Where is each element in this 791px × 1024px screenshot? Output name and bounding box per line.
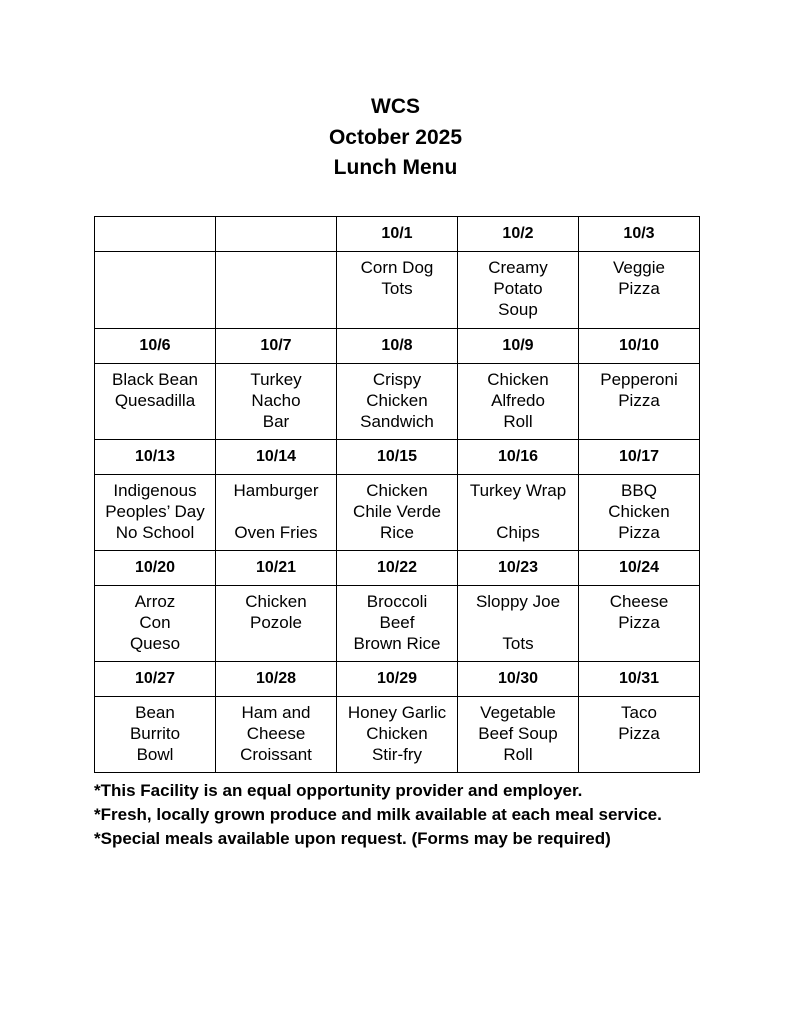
meal-line: Cheese — [246, 723, 306, 743]
meal-line: Pizza — [618, 522, 660, 542]
date-cell: 10/9 — [458, 329, 579, 364]
date-cell — [216, 217, 337, 252]
meal-cell — [579, 364, 700, 440]
meal-line: Chile Verde — [353, 501, 441, 521]
meal-cell — [95, 364, 216, 440]
date-cell: 10/23 — [458, 551, 579, 586]
meal-line: Oven Fries — [234, 522, 318, 542]
meal-line — [216, 502, 336, 523]
meal-line: Stir-fry — [371, 744, 423, 764]
meal-cell — [337, 475, 458, 551]
meal-line: Pizza — [618, 612, 660, 632]
meal-line: Black Bean — [112, 370, 198, 389]
meal-line: Chicken — [366, 390, 428, 410]
meal-line: Pizza — [618, 390, 660, 410]
date-cell: 10/2 — [458, 217, 579, 252]
meal-line: Bowl — [136, 744, 174, 764]
date-cell: 10/13 — [95, 440, 216, 475]
meal-line: Pizza — [618, 723, 660, 743]
meal-cell — [337, 364, 458, 440]
date-cell: 10/29 — [337, 662, 458, 697]
meal-row — [95, 475, 700, 551]
meal-line: BBQ — [621, 481, 657, 500]
meal-line: Quesadilla — [114, 390, 196, 410]
date-row — [95, 440, 700, 475]
meal-cell — [216, 586, 337, 662]
date-cell: 10/27 — [95, 662, 216, 697]
meal-line: Vegetable — [480, 703, 556, 722]
date-row — [95, 329, 700, 364]
date-row — [95, 217, 700, 252]
meal-cell — [579, 586, 700, 662]
meal-line: Turkey Wrap — [469, 481, 567, 500]
meal-line: Arroz — [134, 592, 176, 611]
menu-title — [0, 92, 791, 184]
meal-cell — [216, 364, 337, 440]
meal-cell — [458, 475, 579, 551]
meal-line: Taco — [621, 703, 657, 722]
meal-line: Veggie — [613, 258, 665, 277]
date-cell: 10/16 — [458, 440, 579, 475]
meal-line: Sandwich — [360, 411, 434, 431]
meal-cell — [216, 475, 337, 551]
meal-cell — [216, 697, 337, 773]
lunch-menu-table — [94, 216, 700, 773]
date-cell: 10/28 — [216, 662, 337, 697]
meal-cell — [337, 252, 458, 329]
date-cell: 10/6 — [95, 329, 216, 364]
meal-line: Chicken — [366, 723, 428, 743]
meal-row — [95, 697, 700, 773]
meal-line: Turkey — [250, 370, 302, 389]
meal-line: Sloppy Joe — [475, 592, 561, 611]
meal-line: Soup — [498, 299, 538, 319]
meal-cell — [458, 252, 579, 329]
date-cell: 10/30 — [458, 662, 579, 697]
meal-cell — [458, 586, 579, 662]
date-cell: 10/10 — [579, 329, 700, 364]
meal-line: Queso — [129, 633, 181, 653]
meal-line: No School — [115, 522, 195, 542]
meal-row — [95, 586, 700, 662]
date-cell: 10/3 — [579, 217, 700, 252]
meal-line: Chicken — [366, 481, 428, 500]
date-cell: 10/20 — [95, 551, 216, 586]
meal-cell — [337, 586, 458, 662]
meal-line: Beef — [379, 612, 415, 632]
meal-line: Pepperoni — [600, 370, 678, 389]
footnote: *This Facility is an equal opportunity provider and employer. — [94, 781, 583, 800]
meal-cell — [95, 252, 216, 329]
meal-cell — [95, 475, 216, 551]
footnote: *Fresh, locally grown produce and milk available at each meal service. — [94, 805, 662, 824]
meal-line: Pozole — [250, 612, 302, 632]
meal-cell — [579, 252, 700, 329]
meal-line — [458, 613, 578, 634]
month-year: October 2025 — [328, 125, 463, 149]
meal-line: Alfredo — [491, 390, 545, 410]
meal-cell — [95, 586, 216, 662]
date-cell: 10/22 — [337, 551, 458, 586]
meal-cell — [579, 475, 700, 551]
school-name: WCS — [371, 95, 420, 118]
meal-line: Chicken — [608, 501, 670, 521]
meal-line: Tots — [502, 633, 534, 653]
meal-line: Con — [139, 612, 171, 632]
meal-line: Peoples’ Day — [105, 501, 205, 521]
meal-row — [95, 364, 700, 440]
date-cell: 10/8 — [337, 329, 458, 364]
meal-line: Chips — [496, 522, 540, 542]
meal-line: Ham and — [241, 703, 311, 722]
meal-line: Potato — [493, 278, 543, 298]
meal-cell — [95, 697, 216, 773]
menu-type: Lunch Menu — [333, 156, 458, 179]
footnote: *Special meals available upon request. (Forms may be required) — [94, 829, 611, 848]
meal-line: Hamburger — [233, 481, 319, 500]
meal-line: Broccoli — [366, 592, 428, 611]
meal-line: Creamy — [488, 258, 548, 277]
meal-cell — [579, 697, 700, 773]
date-cell: 10/31 — [579, 662, 700, 697]
date-row — [95, 551, 700, 586]
meal-cell — [458, 364, 579, 440]
date-cell — [95, 217, 216, 252]
date-cell: 10/24 — [579, 551, 700, 586]
meal-line: Chicken — [245, 592, 307, 611]
meal-line — [458, 502, 578, 523]
footnotes — [94, 779, 774, 851]
meal-cell — [458, 697, 579, 773]
meal-line: Burrito — [129, 723, 181, 743]
meal-line: Corn Dog — [360, 258, 434, 277]
meal-cell — [337, 697, 458, 773]
meal-line: Honey Garlic — [347, 703, 447, 722]
date-cell: 10/1 — [337, 217, 458, 252]
date-cell: 10/7 — [216, 329, 337, 364]
meal-line: Brown Rice — [353, 633, 441, 653]
date-cell: 10/21 — [216, 551, 337, 586]
date-cell: 10/17 — [579, 440, 700, 475]
meal-line: Chicken — [487, 370, 549, 389]
meal-line: Bean — [135, 703, 175, 722]
meal-line: Croissant — [240, 744, 312, 764]
meal-row — [95, 252, 700, 329]
meal-line: Beef Soup — [478, 723, 558, 743]
meal-cell — [216, 252, 337, 329]
date-cell: 10/14 — [216, 440, 337, 475]
date-cell: 10/15 — [337, 440, 458, 475]
meal-line: Crispy — [372, 370, 422, 389]
meal-line: Tots — [381, 278, 413, 298]
meal-line: Nacho — [251, 390, 301, 410]
meal-line: Indigenous — [113, 481, 197, 500]
meal-line: Roll — [503, 411, 533, 431]
meal-line: Pizza — [618, 278, 660, 298]
date-row — [95, 662, 700, 697]
meal-line: Roll — [503, 744, 533, 764]
meal-line: Cheese — [609, 592, 669, 611]
meal-line: Rice — [379, 522, 414, 542]
meal-line: Bar — [262, 411, 290, 431]
